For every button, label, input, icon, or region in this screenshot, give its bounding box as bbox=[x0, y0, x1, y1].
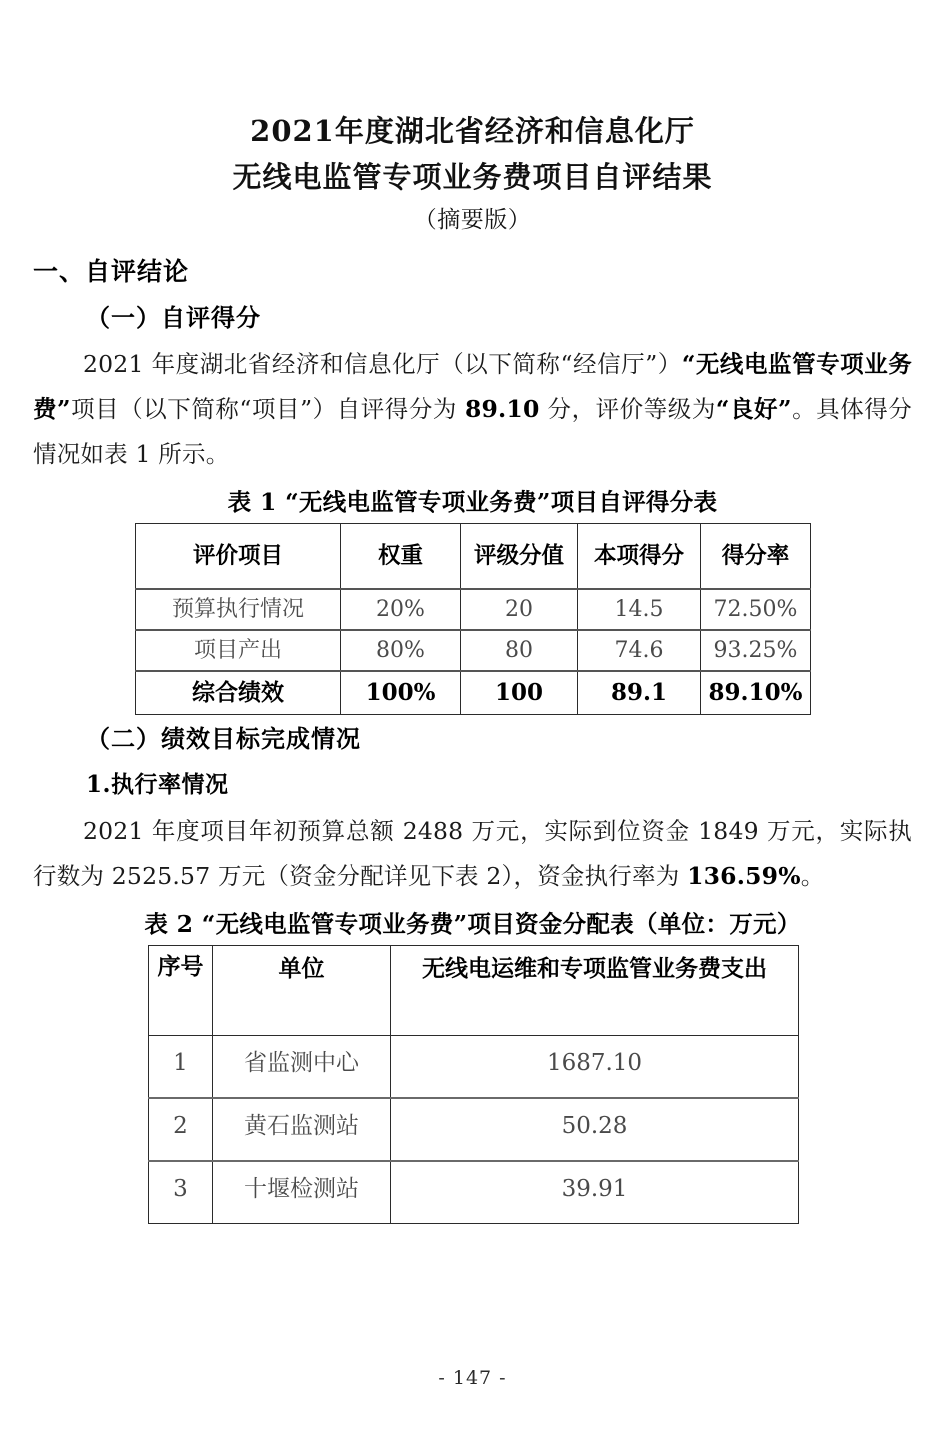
table1-total-weight: 100% bbox=[341, 671, 461, 715]
table2-header-seq: 序号 bbox=[149, 946, 213, 1036]
heading-self-evaluation-score: （一）自评得分 bbox=[86, 303, 261, 332]
score-intro-grade-value: “良好” bbox=[715, 395, 792, 423]
document-title-line-2: 无线电监管专项业务费项目自评结果 bbox=[232, 160, 713, 194]
table2-header-unit: 单位 bbox=[213, 946, 391, 1036]
table1-r1-rate: 72.50% bbox=[701, 589, 811, 630]
table1-header-row bbox=[136, 524, 811, 590]
table1-r2-item: 项目产出 bbox=[136, 630, 341, 671]
document-subtitle: （摘要版） bbox=[413, 207, 532, 233]
execution-rate-value: 136.59% bbox=[687, 862, 801, 890]
table-row bbox=[149, 1098, 799, 1161]
table1-r2-score: 74.6 bbox=[578, 630, 701, 671]
table2-header-row bbox=[149, 946, 799, 1036]
table2-r3-expense: 39.91 bbox=[391, 1161, 799, 1224]
table2-caption-line-2: 万元） bbox=[729, 910, 801, 938]
table-row bbox=[136, 589, 811, 630]
table-self-evaluation-score bbox=[135, 523, 811, 715]
execution-rate-segment-3: 。 bbox=[800, 862, 825, 890]
table1-header-max-score: 评级分值 bbox=[461, 524, 578, 590]
score-intro-segment-7: 。具体得分情况如表 1 所示。 bbox=[33, 395, 912, 468]
document-title-block bbox=[0, 108, 945, 240]
table1-total-item: 综合绩效 bbox=[136, 671, 341, 715]
table2-r2-expense: 50.28 bbox=[391, 1098, 799, 1161]
table1-total-rate: 89.10% bbox=[701, 671, 811, 715]
score-intro-segment-5: 分，评价等级为 bbox=[539, 395, 716, 423]
table1-header-item: 评价项目 bbox=[136, 524, 341, 590]
heading-self-evaluation-conclusion: 一、自评结论 bbox=[33, 257, 190, 286]
table1-header-rate: 得分率 bbox=[701, 524, 811, 590]
heading-execution-rate: 1.执行率情况 bbox=[86, 771, 229, 798]
table-row bbox=[149, 1161, 799, 1224]
score-intro-score-value: 89.10 bbox=[464, 395, 540, 423]
table2-r2-seq: 2 bbox=[149, 1098, 213, 1161]
table1-r1-max-score: 20 bbox=[461, 589, 578, 630]
table-fund-allocation bbox=[148, 945, 799, 1224]
table1-r2-rate: 93.25% bbox=[701, 630, 811, 671]
heading-performance-target-completion: （二）绩效目标完成情况 bbox=[86, 724, 361, 753]
paragraph-execution-rate bbox=[33, 809, 912, 899]
score-intro-segment-1: 2021 年度湖北省经济和信息化厅（以下简称“经信厅”） bbox=[83, 350, 682, 378]
table2-r1-expense: 1687.10 bbox=[391, 1036, 799, 1099]
table1-total-max-score: 100 bbox=[461, 671, 578, 715]
table2-r2-unit: 黄石监测站 bbox=[213, 1098, 391, 1161]
score-intro-segment-3: 项目（以下简称“项目”）自评得分为 bbox=[70, 395, 465, 423]
table2-r1-seq: 1 bbox=[149, 1036, 213, 1099]
table-row bbox=[136, 630, 811, 671]
table1-r2-weight: 80% bbox=[341, 630, 461, 671]
document-title-line-1: 2021年度湖北省经济和信息化厅 bbox=[250, 114, 695, 148]
table1-total-score: 89.1 bbox=[578, 671, 701, 715]
document-page bbox=[0, 108, 945, 1444]
table-row bbox=[149, 1036, 799, 1099]
table1-total-row bbox=[136, 671, 811, 715]
table1-r1-weight: 20% bbox=[341, 589, 461, 630]
table2-r3-seq: 3 bbox=[149, 1161, 213, 1224]
page-number-footer: - 147 - bbox=[438, 1367, 507, 1389]
table2-caption-line-1: 表 2 “无线电监管专项业务费”项目资金分配表（单位： bbox=[144, 910, 730, 938]
table1-r2-max-score: 80 bbox=[461, 630, 578, 671]
table2-header-expense: 无线电运维和专项监管业务费支出 bbox=[391, 946, 799, 1036]
table1-caption: 表 1 “无线电监管专项业务费”项目自评得分表 bbox=[227, 488, 718, 516]
paragraph-score-intro bbox=[33, 342, 912, 477]
table2-caption bbox=[60, 905, 885, 943]
table2-r1-unit: 省监测中心 bbox=[213, 1036, 391, 1099]
execution-rate-segment-1: 2021 年度项目年初预算总额 2488 万元，实际到位资金 1849 万元，实际执行数为 2525.57 万元（资金分配详见下表 2），资金执行率为 bbox=[33, 817, 912, 890]
table2-r3-unit: 十堰检测站 bbox=[213, 1161, 391, 1224]
table1-r1-item: 预算执行情况 bbox=[136, 589, 341, 630]
score-intro-project-name: “无线电监管专项业务费” bbox=[33, 350, 912, 423]
table1-header-weight: 权重 bbox=[341, 524, 461, 590]
table1-r1-score: 14.5 bbox=[578, 589, 701, 630]
table1-header-score: 本项得分 bbox=[578, 524, 701, 590]
